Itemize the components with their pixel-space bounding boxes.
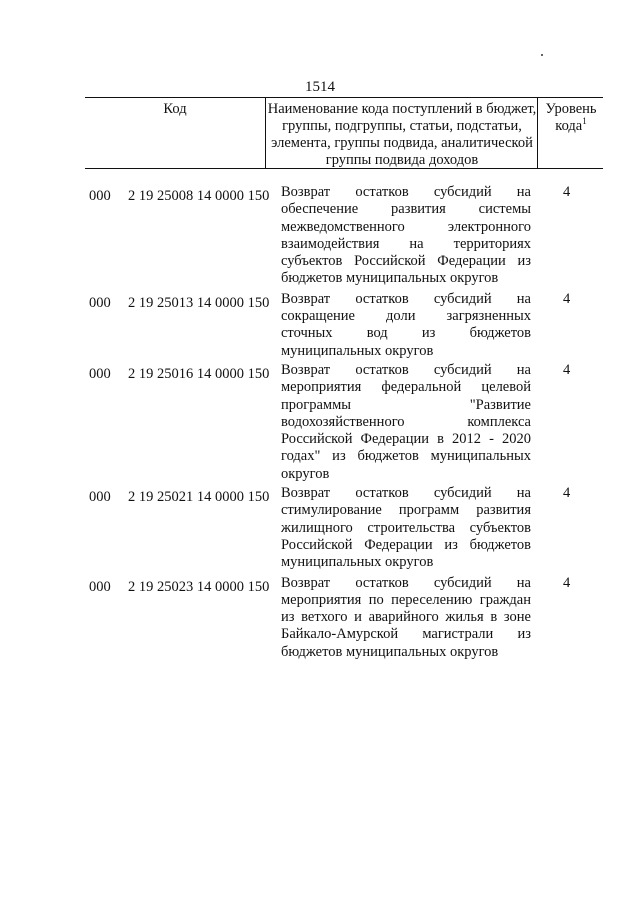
row-group-code: 000 (89, 365, 111, 382)
row-name: Возврат остатков субсидий на стимулирование программ развития жилищного строительства субъектов Российской Федерации из бюджетов муниципальных округов (281, 485, 531, 571)
row-group-code: 000 (89, 578, 111, 595)
row-group-code: 000 (89, 489, 111, 506)
row-name: Возврат остатков субсидий на мероприятия федеральной целевой программы "Развитие водохозяйственного комплекса Российской Федерации в 2012 - 2020 годах" из бюджетов муниципальных округов (281, 361, 531, 482)
row-income-code: 2 19 25008 14 0000 150 (128, 188, 270, 204)
row-level: 4 (563, 184, 571, 200)
header-level (539, 101, 603, 135)
header-divider (537, 98, 538, 168)
table-row (85, 362, 603, 483)
table-row (85, 485, 603, 571)
table-header (85, 97, 603, 169)
row-group-code: 000 (89, 188, 111, 204)
header-divider (265, 98, 266, 168)
row-income-code: 2 19 25016 14 0000 150 (128, 365, 270, 382)
row-income-code: 2 19 25013 14 0000 150 (128, 294, 270, 311)
header-level-footnote: 1 (582, 116, 587, 127)
row-income-code: 2 19 25021 14 0000 150 (128, 489, 270, 506)
page-number: 1514 (305, 79, 335, 95)
table-row (85, 184, 603, 288)
header-level-text: Уровень кода (545, 101, 597, 134)
row-level: 4 (563, 574, 571, 591)
row-income-code: 2 19 25023 14 0000 150 (128, 578, 270, 595)
table-row (85, 291, 603, 360)
row-level: 4 (563, 290, 571, 307)
row-name: Возврат остатков субсидий на мероприятия по переселению граждан из ветхого и аварийного жилья в зоне Байкало-Амурской магистрали из бюджетов муниципальных округов (281, 574, 531, 660)
row-name: Возврат остатков субсидий на обеспечение развития системы межведомственного электронного взаимодействия на территориях субъектов Российской Федерации из бюджетов муниципальных округов (281, 184, 531, 287)
row-level: 4 (563, 485, 571, 502)
header-code: Код (163, 101, 187, 117)
header-name: Наименование кода поступлений в бюджет, группы, подгруппы, статьи, подстатьи, элемента, группы подвида, аналитической группы подвида доходов (267, 101, 537, 168)
row-group-code: 000 (89, 294, 111, 311)
row-level: 4 (563, 361, 571, 378)
table-body (85, 184, 603, 661)
table-row (85, 575, 603, 661)
row-name: Возврат остатков субсидий на сокращение доли загрязненных сточных вод из бюджетов муниципальных округов (281, 290, 531, 359)
stray-dot (541, 54, 543, 56)
